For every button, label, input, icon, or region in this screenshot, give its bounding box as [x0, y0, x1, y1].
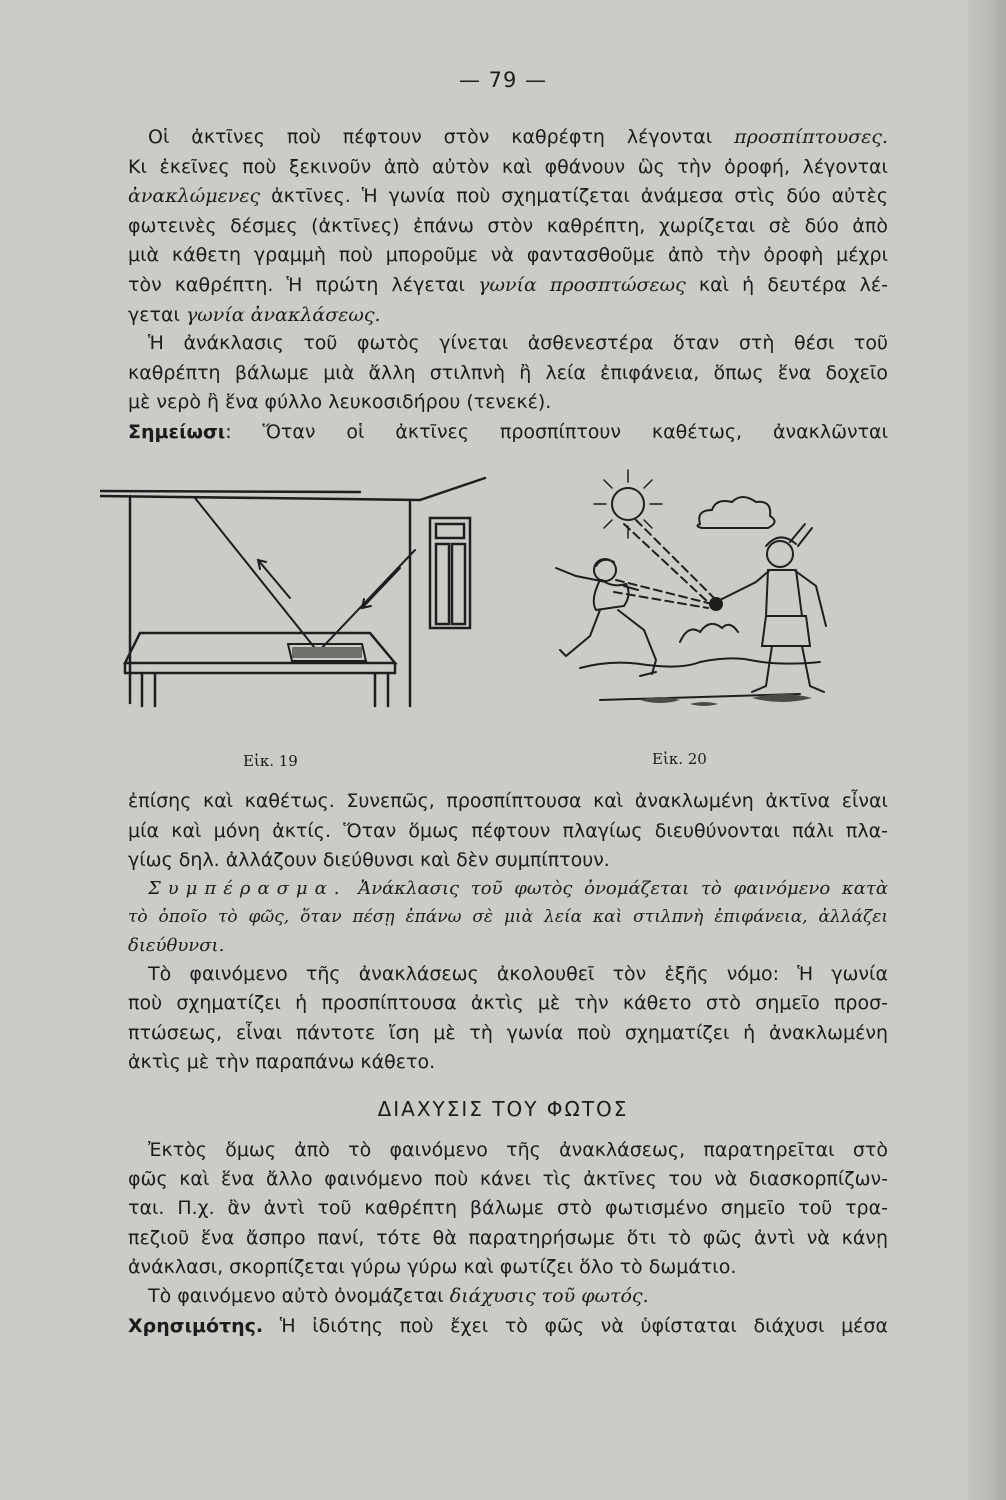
text-line: μιὰ κάθετη γραμμὴ ποὺ μποροῦμε νὰ φαντασθοῦμε ἀπὸ τὴν ὀροφὴ μέχρι [128, 244, 888, 266]
conclusion-line: διεύθυνσι. [128, 935, 225, 956]
figure-19-caption: Εἰκ. 19 [243, 752, 298, 770]
text-line: φωτεινὲς δέσμες (ἀκτῖνες) ἐπάνω στὸν καθρέπτη, χωρίζεται σὲ δύο ἀπὸ [128, 215, 888, 237]
section-heading: ΔΙΑΧΥΣΙΣ ΤΟΥ ΦΩΤΟΣ [377, 1097, 629, 1121]
text-line: ἀκτὶς μὲ τὴν παραπάνω κάθετο. [128, 1051, 436, 1073]
figure-20-children-sunlight [540, 462, 860, 742]
text-line: μία καὶ μόνη ἀκτίς. Ὅταν ὅμως πέφτουν πλαγίως διευθύνονται πάλι πλα- [128, 820, 888, 842]
text-line: μὲ νερὸ ἢ ἕνα φύλλο λευκοσιδήρου (τενεκέ). [128, 391, 552, 413]
text-line: Ἡ ἀνάκλασις τοῦ φωτὸς γίνεται ἀσθενεστέρα ὅταν στὴ θέσι τοῦ [148, 332, 888, 354]
text-line: Τὸ φαινόμενο αὐτὸ ὀνομάζεται διάχυσις τοῦ φωτός. [148, 1285, 649, 1307]
text-line: γεται γωνία ἀνακλάσεως. [128, 304, 381, 326]
text-line: ἐπίσης καὶ καθέτως. Συνεπῶς, προσπίπτουσα καὶ ἀνακλωμένη ἀκτῖνα εἶναι [128, 790, 888, 812]
utility-label: Χρησιμότης. [128, 1315, 264, 1337]
conclusion-line: Συμπέρασμα. Ἀνάκλασις τοῦ φωτὸς ὀνομάζεται τὸ φαινόμενο κατὰ [148, 878, 888, 899]
text-line: καθρέπτη βάλωμε μιὰ ἄλλη στιλπνὴ ἢ λεία ἐπιφάνεια, ὅπως ἕνα δοχεῖο [128, 362, 888, 384]
page-edge-shadow [968, 0, 1006, 1500]
text-line: Κι ἐκεῖνες ποὺ ξεκινοῦν ἀπὸ αὐτὸν καὶ φθάνουν ὣς τὴν ὀροφή, λέγονται [128, 156, 888, 178]
note-line: Σημείωσι: Ὅταν οἱ ἀκτῖνες προσπίπτουν καθέτως, ἀνακλῶνται [128, 421, 888, 443]
text-line: ται. Π.χ. ἂν ἀντὶ τοῦ καθρέπτη βάλωμε στὸ φωτισμένο σημεῖο τοῦ τρα- [128, 1197, 888, 1219]
text-line: Οἱ ἀκτῖνες ποὺ πέφτουν στὸν καθρέφτη λέγονται προσπίπτουσες. [148, 126, 888, 148]
text-line: Ἐκτὸς ὅμως ἀπὸ τὸ φαινόμενο τῆς ἀνακλάσεως, παρατηρεῖται στὸ [148, 1139, 888, 1161]
text-line: πτώσεως, εἶναι πάντοτε ἴση μὲ τὴ γωνία ποὺ σχηματίζει ἡ ἀνακλωμένη [128, 1022, 888, 1044]
text-line: ἀνάκλασι, σκορπίζεται γύρω γύρω καὶ φωτίζει ὅλο τὸ δωμάτιο. [128, 1256, 737, 1278]
text-line: γίως δηλ. ἀλλάζουν διεύθυνσι καὶ δὲν συμπίπτουν. [128, 849, 610, 871]
text-line: ἀνακλώμενες ἀκτῖνες. Ἡ γωνία ποὺ σχηματίζεται ἀνάμεσα στὶς δύο αὐτὲς [128, 185, 888, 207]
utility-line: Χρησιμότης. Ἡ ἰδιότης ποὺ ἔχει τὸ φῶς νὰ ὑφίσταται διάχυσι μέσα [128, 1315, 888, 1337]
conclusion-label: Συμπέρασμα. [148, 878, 347, 899]
conclusion-line: τὸ ὁποῖο τὸ φῶς, ὅταν πέσῃ ἐπάνω σὲ μιὰ λεία καὶ στιλπνὴ ἐπιφάνεια, ἀλλάζει [128, 907, 888, 927]
text-line: φῶς καὶ ἕνα ἄλλο φαινόμενο ποὺ κάνει τὶς ἀκτῖνες του νὰ διασκορπίζων- [128, 1168, 888, 1190]
text-line: Τὸ φαινόμενο τῆς ἀνακλάσεως ἀκολουθεῖ τὸν ἑξῆς νόμο: Ἡ γωνία [148, 963, 888, 985]
text-line: τὸν καθρέπτη. Ἡ πρώτη λέγεται γωνία προσπτώσεως καὶ ἡ δευτέρα λέ- [128, 274, 889, 296]
text-line: πεζιοῦ ἕνα ἄσπρο πανί, τότε θὰ παρατηρήσωμε ὅτι τὸ φῶς ἀντὶ νὰ κάνῃ [128, 1227, 888, 1249]
text-line: ποὺ σχηματίζει ἡ προσπίπτουσα ἀκτὶς μὲ τὴν κάθετο στὸ σημεῖο προσ- [128, 992, 888, 1014]
figure-19-reflection-room [100, 468, 495, 710]
note-label: Σημείωσι [128, 421, 226, 443]
figure-20-caption: Εἰκ. 20 [652, 750, 707, 768]
page-number: — 79 — [458, 68, 548, 92]
